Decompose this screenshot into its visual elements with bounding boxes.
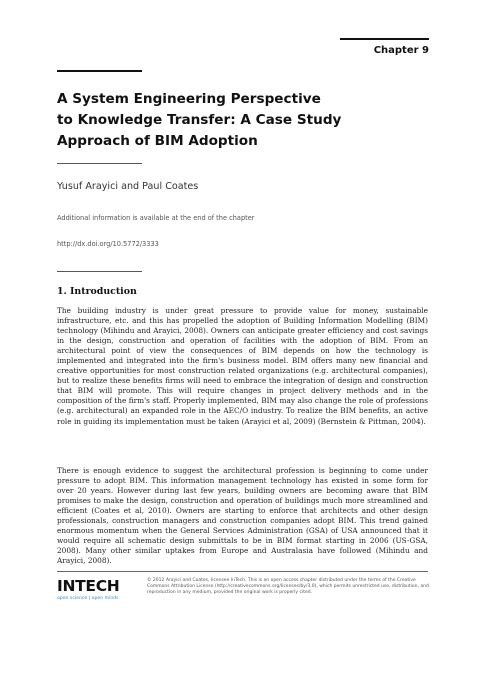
intro-paragraph-2: There is enough evidence to suggest the architectural profession is beginning to come under pressure to adopt BIM. This information management technology has existed in some form for over 20 years. However during last few years, building owners are becoming aware that BIM promises to make the design, construction and operation of buildings much more streamlined and efficient (Coates et al, 2010). Owners are starting to enforce that architects and other design professionals, construction managers and construction companies adopt BIM. This trend gained enormous momentum when the General Services Administration (GSA) of USA announced that it would require all schematic design submittals to be in BIM format starting in 2006 (US-GSA, 2008). Many other similar uptakes from Europe and Australasia have followed (Mihindu and Arayici, 2008). — [57, 466, 428, 566]
license-text: © 2012 Arayici and Coates, licensee InTech. This is an open access chapter distributed under the terms of the Creative Commons Attribution License (http://creativecommons.org/licenses/by/3.0), which permits unrestricted use, distribution, and reproduction in any medium, provided the original work is properly cited. — [147, 578, 429, 596]
intro-paragraph-1: The building industry is under great pressure to provide value for money, sustainable infrastructure, etc. and this has propelled the adoption of Building Information Modelling (BIM) technology (Mihindu and Arayici, 2008). Owners can anticipate greater efficiency and cost savings in the design, construction and operation of facilities with the adoption of BIM. From an architectural point of view the consequences of BIM depends on how the technology is implemented and integrated into the firm's business model. BIM offers many new financial and creative opportunities for most construction related organizations (e.g. architectural companies), but to realize these benefits firms will need to embrace the integration of design and construction that BIM will promote. This will require changes in project delivery methods and in the composition of the firm's staff. Properly implemented, BIM may also change the role of professions (e.g. architectural) an expanded role in the AEC/O industry. To realize the BIM benefits, an active role in guiding its implementation must be taken (Arayici et al, 2009) (Bernstein & Pittman, 2004). — [57, 306, 428, 426]
intech-logo: INTECH — [57, 577, 120, 595]
title-line-2: to Knowledge Transfer: A Case Study — [57, 112, 342, 128]
chapter-label: Chapter 9 — [373, 45, 429, 56]
title-line-1: A System Engineering Perspective — [57, 91, 321, 107]
chapter-rule — [340, 38, 429, 40]
logo-tagline: open science | open minds — [57, 596, 119, 601]
section-heading: 1. Introduction — [57, 286, 137, 297]
title-rule — [57, 70, 142, 72]
additional-info: Additional information is available at the end of the chapter — [57, 214, 255, 222]
authors: Yusuf Arayici and Paul Coates — [57, 181, 199, 192]
footer-rule — [57, 571, 428, 572]
title-line-3: Approach of BIM Adoption — [57, 133, 258, 149]
title-separator — [57, 163, 142, 164]
doi-link[interactable]: http://dx.doi.org/10.5772/3333 — [57, 240, 159, 248]
chapter-title — [57, 89, 417, 152]
section-separator — [57, 271, 142, 272]
